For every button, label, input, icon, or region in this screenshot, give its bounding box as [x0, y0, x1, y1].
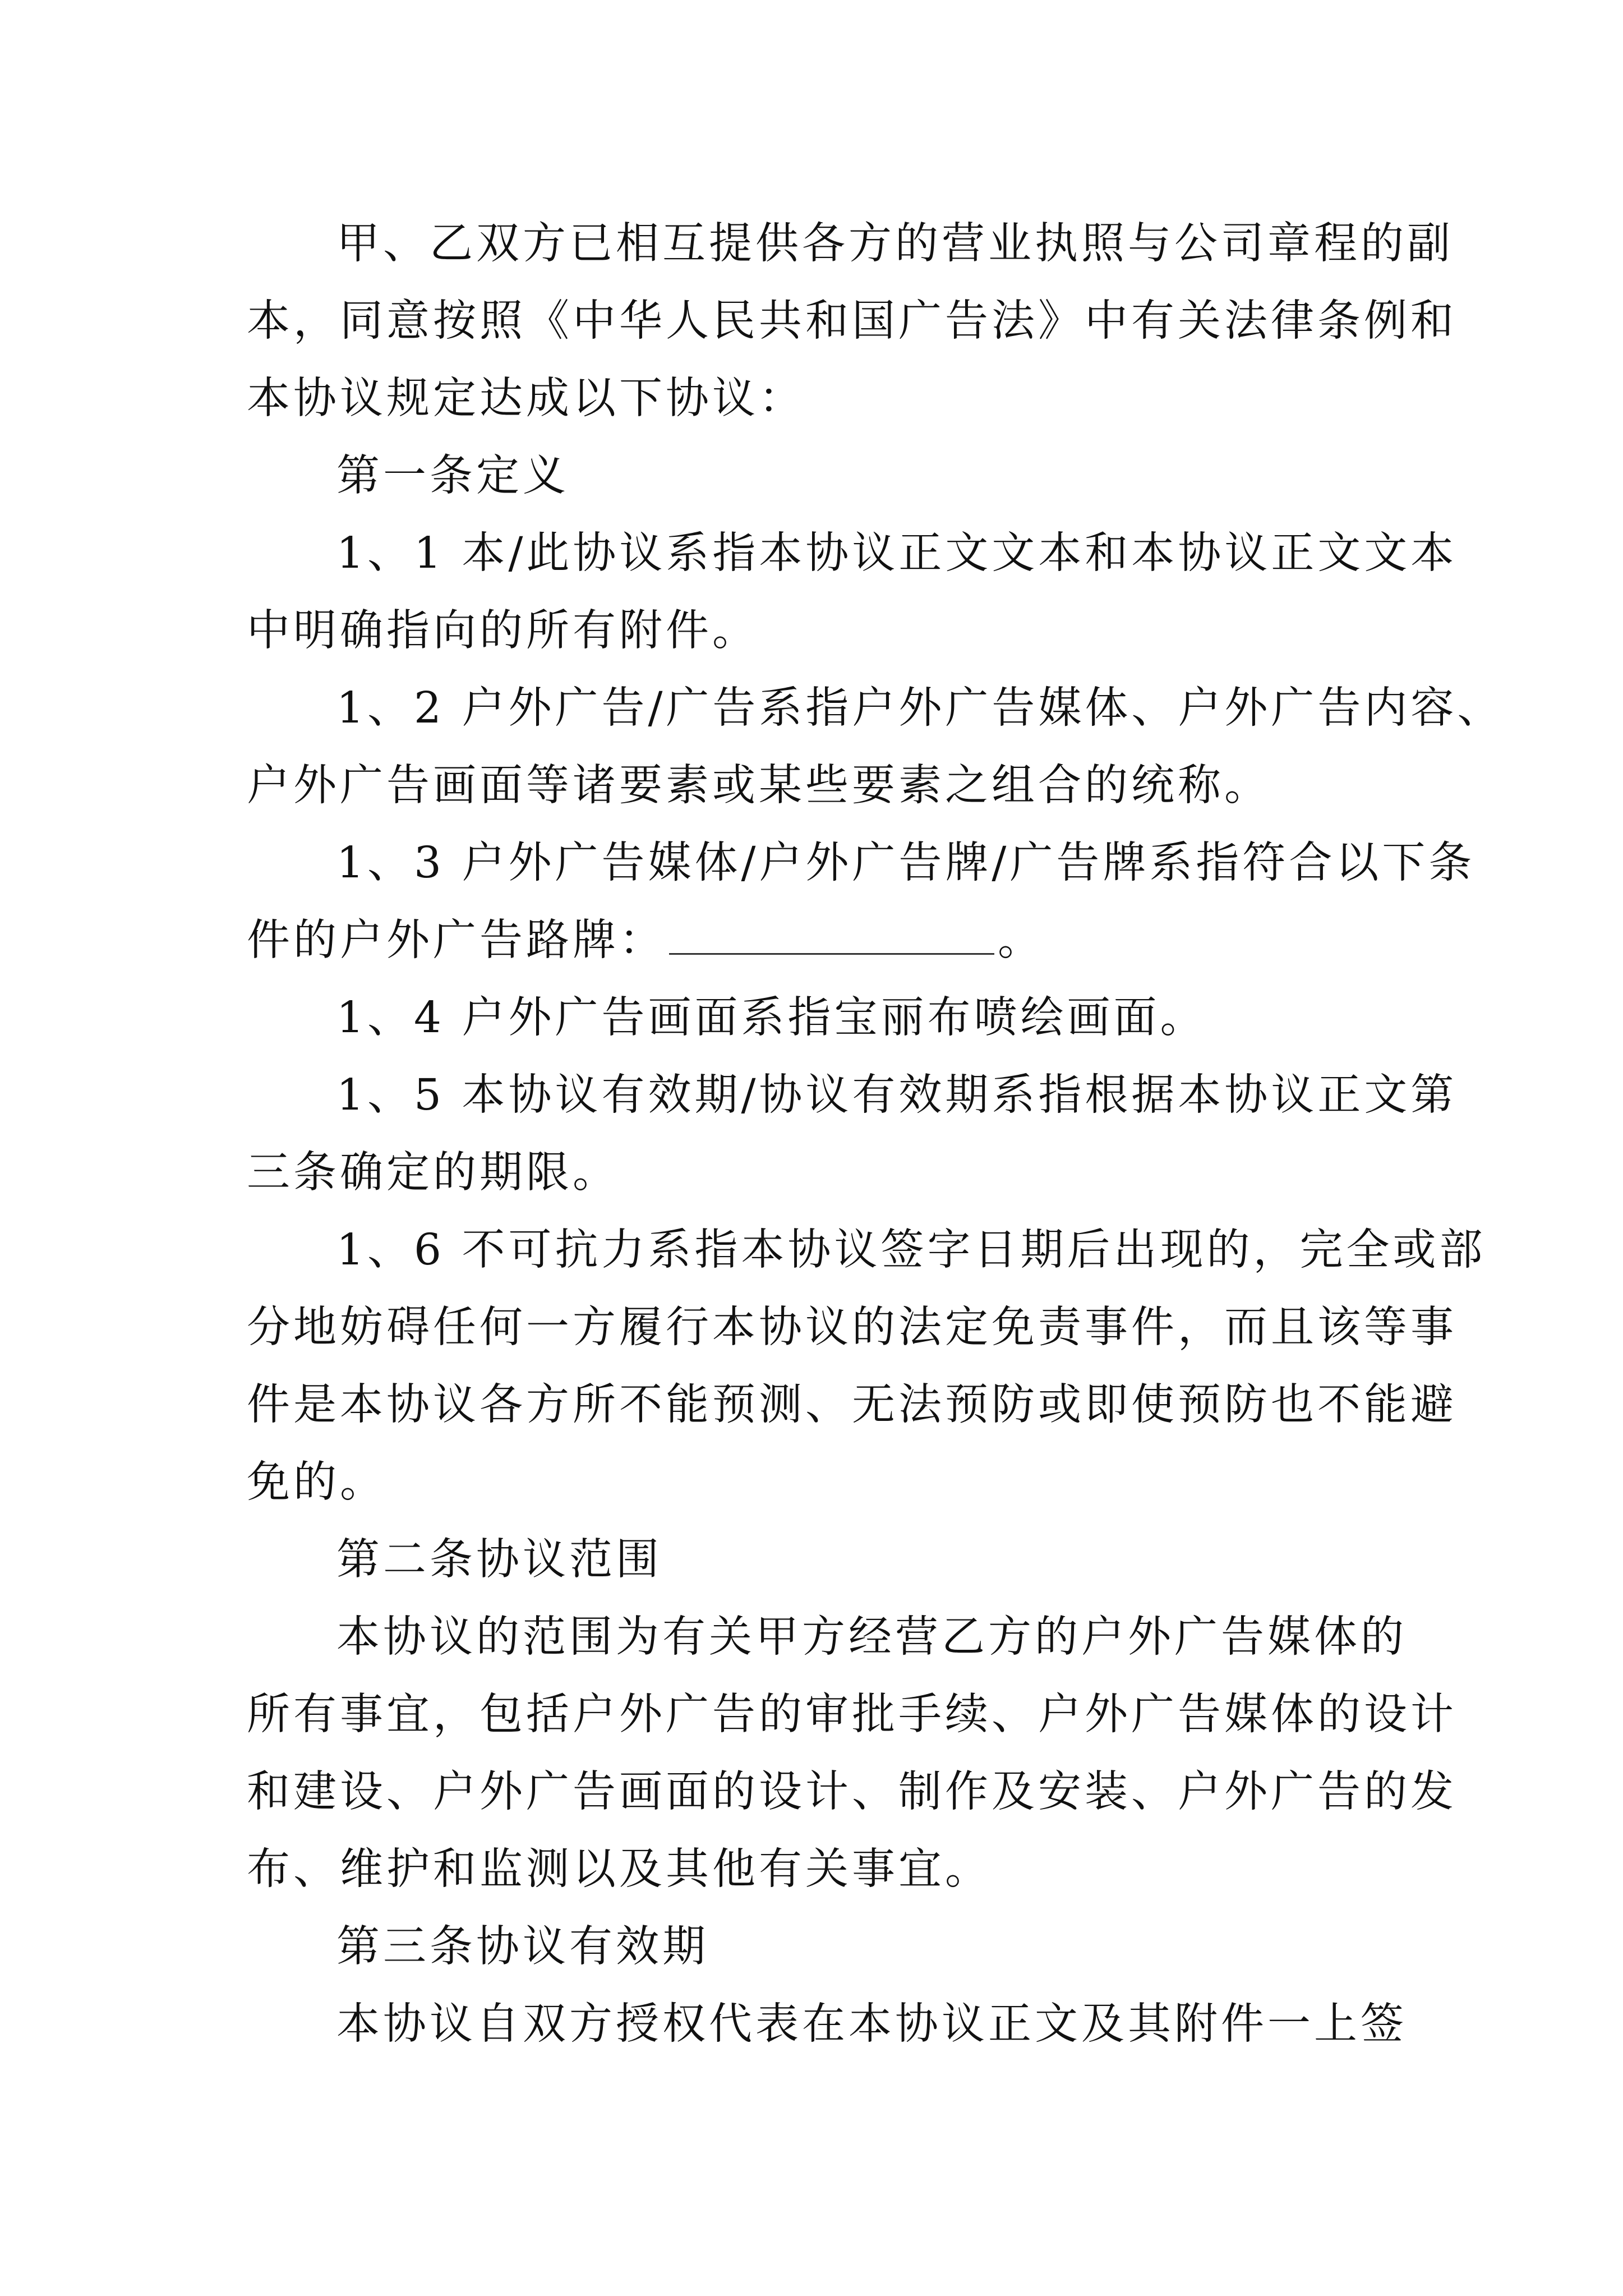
- text-line: 和建设、户外广告画面的设计、制作及安装、户外广告的发: [247, 1767, 1457, 1817]
- text-line: 户外广告画面等诸要素或某些要素之组合的统称。: [247, 761, 1271, 811]
- text-line: 件是本协议各方所不能预测、无法预防或即使预防也不能避: [247, 1380, 1457, 1430]
- text-line: 本协议的范围为有关甲方经营乙方的户外广告媒体的: [336, 1612, 1407, 1662]
- text-line: 三条确定的期限。: [247, 1148, 619, 1198]
- text-line: 1、5 本协议有效期/协议有效期系指根据本协议正文第: [336, 1070, 1458, 1120]
- text-line: 1、2 户外广告/广告系指户外广告媒体、户外广告内容、: [336, 683, 1504, 733]
- text-line: 1、4 户外广告画面系指宝丽布喷绘画面。: [336, 993, 1207, 1043]
- text-line: 免的。: [247, 1457, 386, 1507]
- text-line: 甲、乙双方已相互提供各方的营业执照与公司章程的副: [336, 219, 1454, 269]
- text-line: 1、3 户外广告媒体/户外广告牌/广告牌系指符合以下条: [336, 838, 1476, 888]
- text-line: 所有事宜，包括户外广告的审批手续、户外广告媒体的设计: [247, 1690, 1457, 1740]
- text-fragment: 件的户外广告路牌：: [247, 915, 666, 965]
- text-line: 中明确指向的所有附件。: [247, 606, 759, 656]
- text-line: 本，同意按照《中华人民共和国广告法》中有关法律条例和: [247, 296, 1457, 346]
- text-line-with-blank: [247, 901, 1044, 980]
- text-line: 1、1 本/此协议系指本协议正文文本和本协议正文文本: [336, 528, 1458, 578]
- section-heading: 第三条协议有效期: [336, 1922, 709, 1972]
- fill-in-blank[interactable]: [669, 918, 994, 955]
- text-line: 分地妨碍任何一方履行本协议的法定免责事件，而且该等事: [247, 1303, 1457, 1352]
- text-fragment: 。: [998, 915, 1044, 965]
- text-line: 本协议规定达成以下协议：: [247, 374, 805, 424]
- text-line: 1、6 不可抗力系指本协议签字日期后出现的，完全或部: [336, 1225, 1486, 1275]
- section-heading: 第一条定义: [336, 451, 569, 501]
- section-heading: 第二条协议范围: [336, 1535, 662, 1585]
- text-line: 布、维护和监测以及其他有关事宜。: [247, 1844, 992, 1894]
- text-line: 本协议自双方授权代表在本协议正文及其附件一上签: [336, 1999, 1407, 2049]
